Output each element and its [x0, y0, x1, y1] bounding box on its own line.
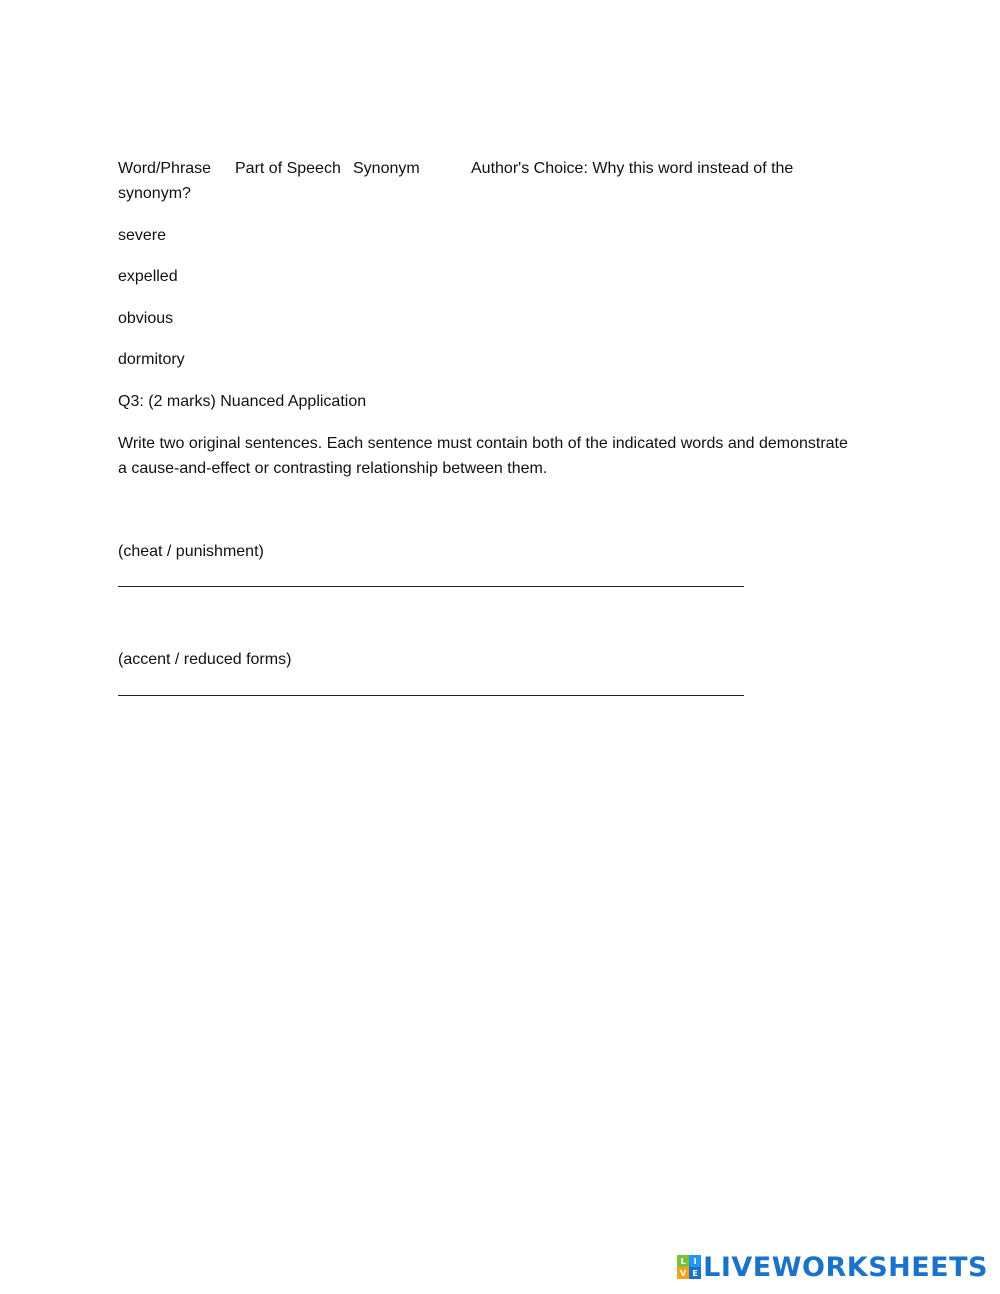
logo-mark-e: E	[689, 1267, 701, 1279]
header-word-phrase: Word/Phrase	[118, 160, 212, 177]
answer-line-1[interactable]	[118, 586, 744, 587]
prompt-accent-reduced-forms: (accent / reduced forms)	[118, 651, 292, 668]
header-synonym: Synonym	[353, 160, 420, 177]
word-dormitory: dormitory	[118, 351, 185, 368]
question-instructions-line2: a cause-and-effect or contrasting relationship between them.	[118, 460, 548, 477]
prompt-cheat-punishment: (cheat / punishment)	[118, 543, 264, 560]
question-title: Q3: (2 marks) Nuanced Application	[118, 393, 367, 410]
header-authors-choice-continued: synonym?	[118, 185, 191, 202]
answer-line-2[interactable]	[118, 695, 744, 696]
liveworksheets-logo-text: LIVEWORKSHEETS	[703, 1251, 988, 1283]
question-instructions-line1: Write two original sentences. Each sentence must contain both of the indicated words and demonstrate	[118, 435, 848, 452]
logo-mark-v: V	[677, 1267, 689, 1279]
liveworksheets-mark-icon	[677, 1255, 701, 1279]
logo-mark-l: L	[677, 1255, 689, 1267]
header-authors-choice: Author's Choice: Why this word instead of the	[471, 160, 794, 177]
liveworksheets-logo	[677, 1250, 988, 1284]
header-part-of-speech: Part of Speech	[235, 160, 341, 177]
word-obvious: obvious	[118, 310, 174, 327]
word-expelled: expelled	[118, 268, 178, 285]
logo-mark-i: I	[689, 1255, 701, 1267]
word-severe: severe	[118, 227, 167, 244]
